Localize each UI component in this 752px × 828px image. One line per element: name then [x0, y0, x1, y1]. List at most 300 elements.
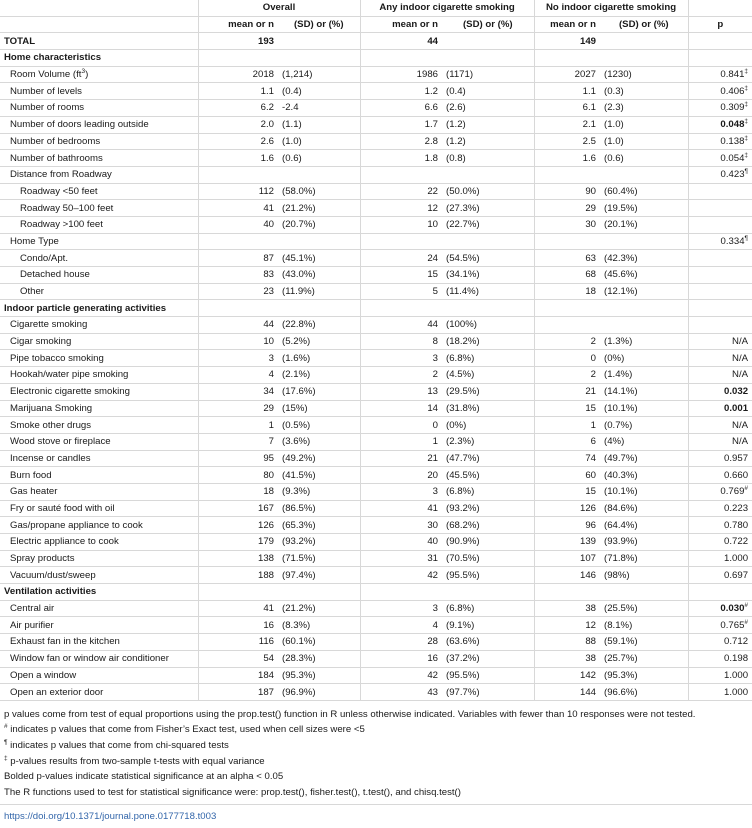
p-value-text: 0.198 — [724, 653, 749, 665]
p-value — [688, 534, 752, 551]
p-value-marker: ‡ — [744, 151, 749, 159]
p-value-text: N/A — [732, 419, 749, 431]
overall-sd: (95.3%) — [278, 667, 360, 684]
no-sd: (0.6) — [600, 150, 688, 167]
overall-sd: (60.1%) — [278, 634, 360, 651]
no-sd: (0.3) — [600, 83, 688, 100]
no-sd: (1.4%) — [600, 367, 688, 384]
doi-link[interactable]: https://doi.org/10.1371/journal.pone.0177718.t003 — [4, 811, 217, 823]
p-value — [688, 433, 752, 450]
any-mean: 1.8 — [360, 150, 442, 167]
table-row — [0, 200, 752, 217]
row-label: Incense or candles — [0, 450, 198, 467]
no-mean: 60 — [534, 467, 600, 484]
cell — [534, 300, 600, 317]
no-mean: 0 — [534, 350, 600, 367]
header-any-smoking: Any indoor cigarette smoking — [360, 0, 534, 16]
row-label: Gas/propane appliance to cook — [0, 517, 198, 534]
any-mean: 31 — [360, 550, 442, 567]
row-label: Open an exterior door — [0, 684, 198, 701]
p-value — [688, 233, 752, 250]
cell — [278, 50, 360, 67]
p-value-text: 0.957 — [724, 452, 749, 464]
table-row — [0, 517, 752, 534]
any-sd: (29.5%) — [442, 383, 534, 400]
table-row — [0, 684, 752, 701]
no-mean: 6.1 — [534, 100, 600, 117]
p-value-marker: ‡ — [744, 84, 749, 92]
any-sd: (1.2) — [442, 133, 534, 150]
no-sd: (49.7%) — [600, 450, 688, 467]
no-sd: (14.1%) — [600, 383, 688, 400]
no-sd: (95.3%) — [600, 667, 688, 684]
no-sd: (1.0) — [600, 133, 688, 150]
p-value — [688, 450, 752, 467]
no-mean: 6 — [534, 433, 600, 450]
p-value-text: 0.765 — [720, 619, 745, 631]
any-sd: (34.1%) — [442, 267, 534, 284]
overall-mean: 40 — [198, 216, 278, 233]
row-label: Smoke other drugs — [0, 417, 198, 434]
p-value — [688, 634, 752, 651]
p-value — [688, 400, 752, 417]
p-value — [688, 183, 752, 200]
no-sd: (64.4%) — [600, 517, 688, 534]
overall-sd: (2.1%) — [278, 367, 360, 384]
row-label: Detached house — [0, 267, 198, 284]
no-sd: (98%) — [600, 567, 688, 584]
table-row — [0, 600, 752, 617]
table-row — [0, 116, 752, 133]
overall-mean: 126 — [198, 517, 278, 534]
p-value — [688, 684, 752, 701]
no-sd: (60.4%) — [600, 183, 688, 200]
p-value-marker: # — [744, 601, 749, 609]
p-value — [688, 333, 752, 350]
p-value — [688, 617, 752, 634]
no-sd: (4%) — [600, 433, 688, 450]
no-mean: 18 — [534, 283, 600, 300]
total-no-n: 149 — [534, 33, 600, 50]
row-label: Number of bedrooms — [0, 133, 198, 150]
p-value — [688, 350, 752, 367]
cell — [198, 584, 278, 601]
overall-sd: (1,214) — [278, 66, 360, 83]
p-value-marker: ‡ — [744, 134, 749, 142]
any-mean: 12 — [360, 200, 442, 217]
overall-sd: (97.4%) — [278, 567, 360, 584]
header-blank — [0, 16, 198, 33]
p-value — [688, 500, 752, 517]
table-row — [0, 667, 752, 684]
cell — [278, 33, 360, 50]
cell — [360, 300, 442, 317]
any-mean: 24 — [360, 250, 442, 267]
p-value — [688, 116, 752, 133]
cell — [278, 584, 360, 601]
p-value — [688, 166, 752, 183]
footnote-bold: Bolded p-values indicate statistical significance at an alpha < 0.05 — [4, 771, 284, 783]
any-mean: 44 — [360, 317, 442, 334]
table-row — [0, 317, 752, 334]
p-value-marker: ‡ — [744, 67, 749, 75]
p-value-text: 0.722 — [724, 536, 749, 548]
no-sd: (19.5%) — [600, 200, 688, 217]
header-mean: mean or n — [534, 16, 600, 33]
table-row — [0, 567, 752, 584]
p-value-text: 0.660 — [724, 469, 749, 481]
footnote-text: p-values results from two-sample t-tests with equal variance — [7, 755, 265, 767]
row-label: Other — [0, 283, 198, 300]
p-value-marker: # — [744, 485, 749, 493]
table-row — [0, 133, 752, 150]
p-value-text: 1.000 — [724, 553, 749, 565]
footnote-ttest — [4, 754, 748, 770]
any-sd: (37.2%) — [442, 650, 534, 667]
cell — [360, 584, 442, 601]
cell — [600, 33, 688, 50]
no-mean: 38 — [534, 650, 600, 667]
overall-sd: (8.3%) — [278, 617, 360, 634]
row-label: Pipe tobacco smoking — [0, 350, 198, 367]
overall-sd: (86.5%) — [278, 500, 360, 517]
no-sd: (2.3) — [600, 100, 688, 117]
overall-sd: (93.2%) — [278, 534, 360, 551]
p-value-text: 0.030 — [720, 603, 745, 615]
overall-mean: 23 — [198, 283, 278, 300]
cell — [360, 50, 442, 67]
no-sd: (1.0) — [600, 116, 688, 133]
no-mean: 1 — [534, 417, 600, 434]
p-value-text: 0.001 — [724, 402, 749, 414]
table-row — [0, 433, 752, 450]
any-mean — [360, 233, 442, 250]
table-row — [0, 383, 752, 400]
no-mean: 38 — [534, 600, 600, 617]
overall-mean: 29 — [198, 400, 278, 417]
cell — [688, 584, 752, 601]
section-row — [0, 50, 752, 67]
any-mean: 42 — [360, 667, 442, 684]
any-sd: (68.2%) — [442, 517, 534, 534]
row-label-sup: 3 — [81, 67, 86, 75]
row-label: Spray products — [0, 550, 198, 567]
overall-mean: 95 — [198, 450, 278, 467]
table-row — [0, 100, 752, 117]
table-row — [0, 417, 752, 434]
table-row — [0, 483, 752, 500]
p-value — [688, 283, 752, 300]
section-label: Indoor particle generating activities — [0, 300, 198, 317]
footnote-symbol: # — [4, 723, 8, 731]
p-value-text: N/A — [732, 336, 749, 348]
cell — [688, 50, 752, 67]
p-value-text: 0.423 — [720, 169, 745, 181]
overall-mean: 18 — [198, 483, 278, 500]
no-sd — [600, 166, 688, 183]
overall-mean: 6.2 — [198, 100, 278, 117]
overall-sd: (43.0%) — [278, 267, 360, 284]
overall-mean: 2.0 — [198, 116, 278, 133]
overall-mean: 1.6 — [198, 150, 278, 167]
overall-mean: 179 — [198, 534, 278, 551]
table-row — [0, 650, 752, 667]
overall-sd: (22.8%) — [278, 317, 360, 334]
total-any-n: 44 — [360, 33, 442, 50]
no-mean: 144 — [534, 684, 600, 701]
p-value-marker: ‡ — [744, 117, 749, 125]
any-mean: 8 — [360, 333, 442, 350]
row-label: Number of levels — [0, 83, 198, 100]
p-value — [688, 600, 752, 617]
row-label: Exhaust fan in the kitchen — [0, 634, 198, 651]
footnote-fisher — [4, 722, 748, 738]
table-row — [0, 550, 752, 567]
overall-mean: 116 — [198, 634, 278, 651]
overall-mean: 87 — [198, 250, 278, 267]
header-p: p — [688, 16, 752, 33]
row-label: Air purifier — [0, 617, 198, 634]
no-mean: 139 — [534, 534, 600, 551]
row-label: Number of bathrooms — [0, 150, 198, 167]
footnote-chisq — [4, 738, 748, 754]
section-label: Home characteristics — [0, 50, 198, 67]
section-label: Ventilation activities — [0, 584, 198, 601]
any-mean: 1.7 — [360, 116, 442, 133]
p-value — [688, 483, 752, 500]
overall-mean: 138 — [198, 550, 278, 567]
no-sd: (10.1%) — [600, 400, 688, 417]
cell — [600, 50, 688, 67]
no-mean: 2 — [534, 333, 600, 350]
overall-sd: (71.5%) — [278, 550, 360, 567]
overall-mean: 7 — [198, 433, 278, 450]
any-sd: (0%) — [442, 417, 534, 434]
any-mean: 15 — [360, 267, 442, 284]
any-mean: 3 — [360, 483, 442, 500]
any-mean: 13 — [360, 383, 442, 400]
no-mean: 1.1 — [534, 83, 600, 100]
any-sd — [442, 233, 534, 250]
any-sd: (4.5%) — [442, 367, 534, 384]
any-sd: (0.4) — [442, 83, 534, 100]
any-sd: (95.5%) — [442, 667, 534, 684]
section-row — [0, 584, 752, 601]
table-row — [0, 233, 752, 250]
no-mean: 146 — [534, 567, 600, 584]
header-group-row — [0, 0, 752, 16]
any-sd: (31.8%) — [442, 400, 534, 417]
any-sd: (1171) — [442, 66, 534, 83]
any-mean: 21 — [360, 450, 442, 467]
row-label-tail: ) — [85, 69, 89, 81]
overall-mean: 44 — [198, 317, 278, 334]
overall-sd: (45.1%) — [278, 250, 360, 267]
any-mean: 41 — [360, 500, 442, 517]
any-sd: (11.4%) — [442, 283, 534, 300]
no-sd: (0%) — [600, 350, 688, 367]
any-mean: 5 — [360, 283, 442, 300]
overall-sd: (5.2%) — [278, 333, 360, 350]
any-mean: 1986 — [360, 66, 442, 83]
no-sd: (10.1%) — [600, 483, 688, 500]
no-mean: 2027 — [534, 66, 600, 83]
row-label: Roadway <50 feet — [0, 183, 198, 200]
p-value — [688, 367, 752, 384]
p-value — [688, 567, 752, 584]
any-mean: 30 — [360, 517, 442, 534]
overall-mean: 41 — [198, 600, 278, 617]
no-mean: 15 — [534, 400, 600, 417]
any-sd: (93.2%) — [442, 500, 534, 517]
overall-mean: 4 — [198, 367, 278, 384]
table-row — [0, 267, 752, 284]
footnote-text: indicates p values that come from chi-squared tests — [7, 740, 229, 752]
any-mean: 42 — [360, 567, 442, 584]
overall-sd: (58.0%) — [278, 183, 360, 200]
table-row — [0, 250, 752, 267]
overall-mean: 10 — [198, 333, 278, 350]
overall-sd: (65.3%) — [278, 517, 360, 534]
p-value-text: 0.334 — [720, 235, 745, 247]
overall-mean: 80 — [198, 467, 278, 484]
any-mean: 40 — [360, 534, 442, 551]
overall-sd: (3.6%) — [278, 433, 360, 450]
table-row — [0, 150, 752, 167]
overall-sd: (0.4) — [278, 83, 360, 100]
no-mean: 88 — [534, 634, 600, 651]
any-sd: (70.5%) — [442, 550, 534, 567]
overall-sd: (0.6) — [278, 150, 360, 167]
p-value-text: 0.841 — [720, 69, 745, 81]
p-value — [688, 517, 752, 534]
no-sd: (12.1%) — [600, 283, 688, 300]
overall-sd: (1.0) — [278, 133, 360, 150]
any-mean: 1.2 — [360, 83, 442, 100]
any-mean: 16 — [360, 650, 442, 667]
overall-mean: 188 — [198, 567, 278, 584]
no-mean: 96 — [534, 517, 600, 534]
no-mean: 74 — [534, 450, 600, 467]
no-sd: (25.5%) — [600, 600, 688, 617]
overall-sd: (41.5%) — [278, 467, 360, 484]
cell — [198, 50, 278, 67]
row-label: Home Type — [0, 233, 198, 250]
any-mean: 4 — [360, 617, 442, 634]
no-mean: 12 — [534, 617, 600, 634]
row-label: Open a window — [0, 667, 198, 684]
footnote-method: p values come from test of equal proportions using the prop.test() function in R unless otherwise indicated. Variables with fewer than 10 responses were not tested. — [4, 708, 696, 720]
header-sd: (SD) or (%) — [442, 16, 534, 33]
p-value-text: 0.406 — [720, 85, 745, 97]
p-value — [688, 250, 752, 267]
p-value-text: 0.032 — [724, 386, 749, 398]
row-label: Number of rooms — [0, 100, 198, 117]
table-row — [0, 534, 752, 551]
overall-sd: (49.2%) — [278, 450, 360, 467]
no-mean: 107 — [534, 550, 600, 567]
any-sd — [442, 166, 534, 183]
any-sd: (2.6) — [442, 100, 534, 117]
p-value-marker: ¶ — [744, 168, 749, 176]
p-value — [688, 66, 752, 83]
overall-sd: (28.3%) — [278, 650, 360, 667]
overall-sd: (21.2%) — [278, 200, 360, 217]
overall-mean — [198, 233, 278, 250]
table-row — [0, 634, 752, 651]
overall-mean: 83 — [198, 267, 278, 284]
no-sd: (1.3%) — [600, 333, 688, 350]
cell — [688, 300, 752, 317]
footnote-symbol: ‡ — [4, 754, 8, 762]
p-value — [688, 267, 752, 284]
total-overall-n: 193 — [198, 33, 278, 50]
any-mean: 22 — [360, 183, 442, 200]
no-mean — [534, 233, 600, 250]
cell — [534, 50, 600, 67]
no-mean — [534, 317, 600, 334]
no-sd: (1230) — [600, 66, 688, 83]
no-sd: (71.8%) — [600, 550, 688, 567]
p-value — [688, 383, 752, 400]
table-row — [0, 367, 752, 384]
p-value — [688, 200, 752, 217]
row-label: Roadway 50–100 feet — [0, 200, 198, 217]
no-mean: 1.6 — [534, 150, 600, 167]
no-mean: 63 — [534, 250, 600, 267]
any-sd: (6.8%) — [442, 600, 534, 617]
overall-mean: 167 — [198, 500, 278, 517]
row-label: Roadway >100 feet — [0, 216, 198, 233]
no-mean: 21 — [534, 383, 600, 400]
no-sd: (96.6%) — [600, 684, 688, 701]
no-mean: 68 — [534, 267, 600, 284]
no-sd: (59.1%) — [600, 634, 688, 651]
any-mean: 14 — [360, 400, 442, 417]
p-value — [688, 650, 752, 667]
overall-sd: -2.4 — [278, 100, 360, 117]
overall-sd — [278, 233, 360, 250]
p-value — [688, 550, 752, 567]
row-label: Wood stove or fireplace — [0, 433, 198, 450]
any-sd: (97.7%) — [442, 684, 534, 701]
p-value-text: 0.138 — [720, 135, 745, 147]
no-mean: 29 — [534, 200, 600, 217]
no-mean: 2 — [534, 367, 600, 384]
row-label-text: Room Volume (ft — [10, 69, 82, 81]
footnote-text: indicates p values that come from Fisher’s Exact test, used when cell sizes were <5 — [7, 724, 365, 736]
table-row — [0, 500, 752, 517]
row-label: Cigarette smoking — [0, 317, 198, 334]
p-value-marker: # — [744, 618, 749, 626]
any-sd: (45.5%) — [442, 467, 534, 484]
header-sd: (SD) or (%) — [600, 16, 688, 33]
cell — [442, 584, 534, 601]
any-mean: 43 — [360, 684, 442, 701]
no-mean: 30 — [534, 216, 600, 233]
p-value-text: N/A — [732, 436, 749, 448]
overall-mean: 54 — [198, 650, 278, 667]
table-row — [0, 283, 752, 300]
overall-sd: (11.9%) — [278, 283, 360, 300]
no-sd: (25.7%) — [600, 650, 688, 667]
header-blank — [0, 0, 198, 16]
p-value-text: N/A — [732, 352, 749, 364]
no-sd: (45.6%) — [600, 267, 688, 284]
any-sd: (95.5%) — [442, 567, 534, 584]
no-sd: (93.9%) — [600, 534, 688, 551]
any-sd: (90.9%) — [442, 534, 534, 551]
